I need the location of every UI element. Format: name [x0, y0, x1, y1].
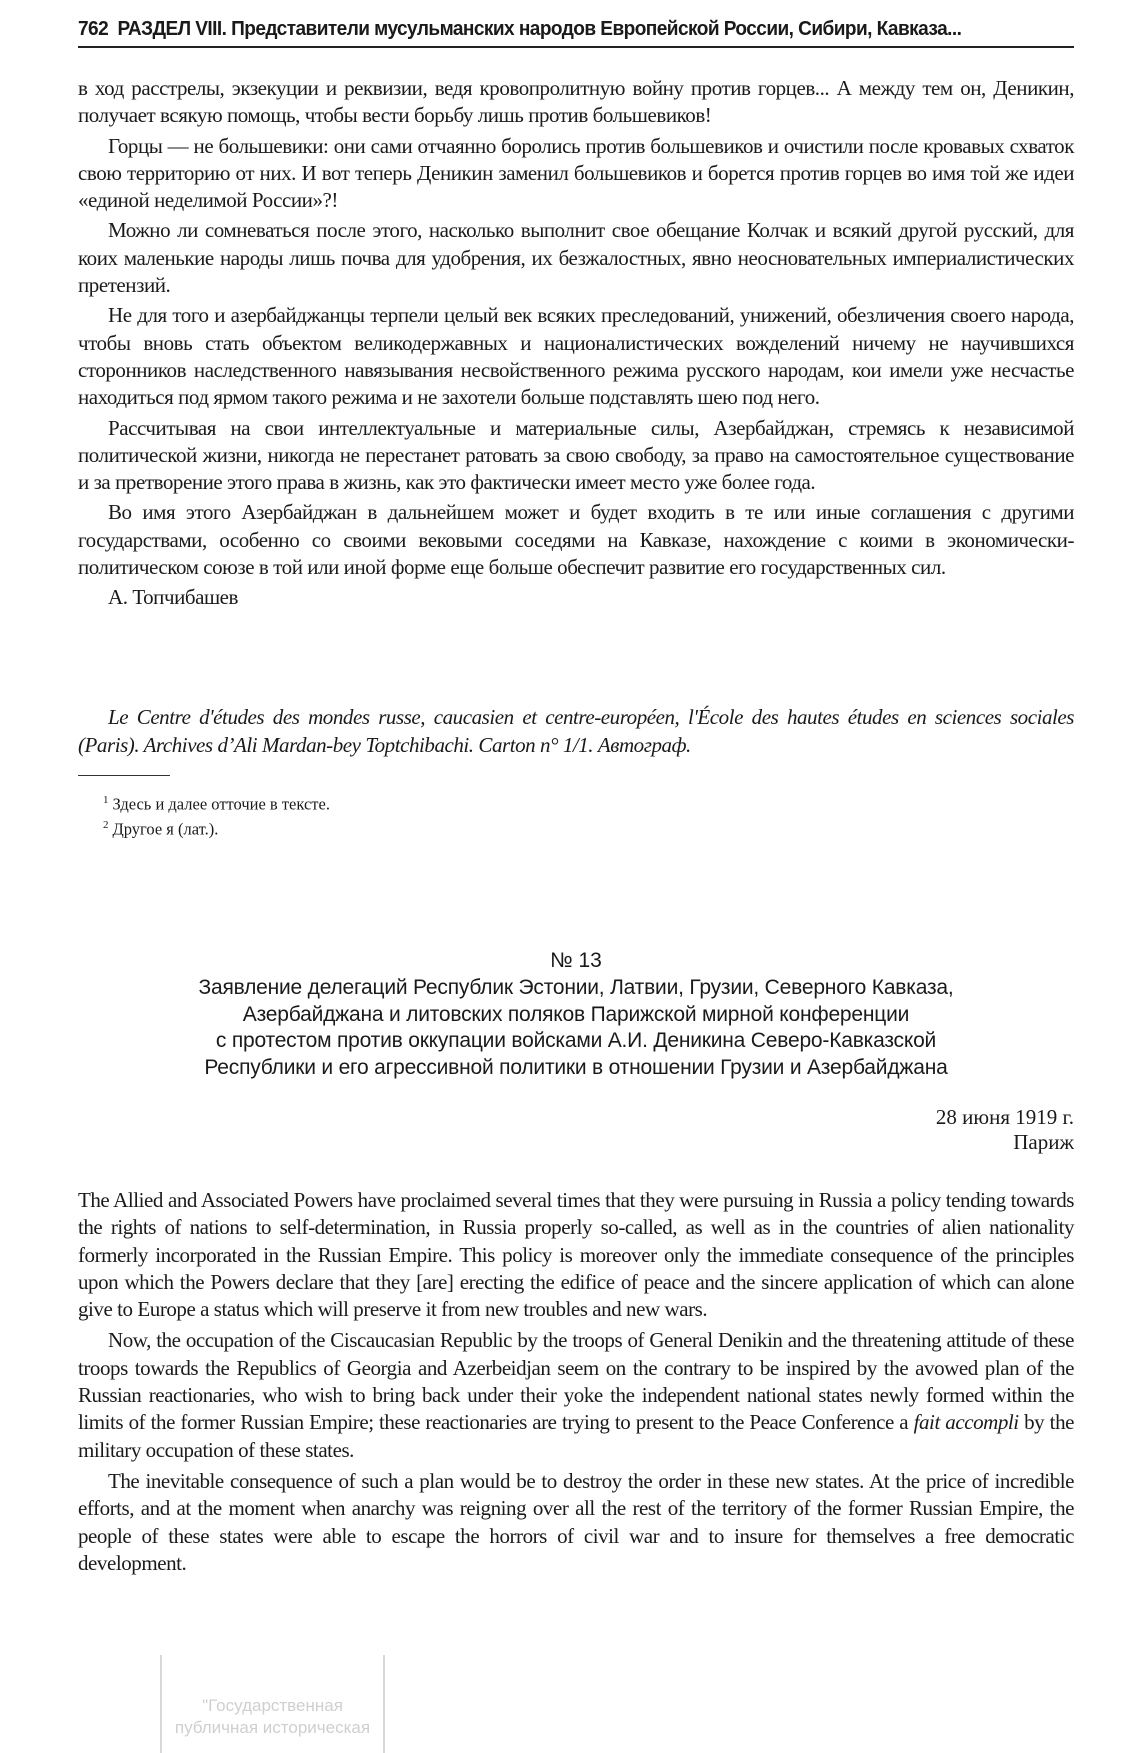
paragraph — [78, 1327, 1074, 1463]
text-run: Now, the occupation of the Ciscaucasian Republic by the troops of General Denikin and the threatening attitude of these troops towards the Republics of Georgia and Azerbeidjan seem on the contrary to be inspired by the avowed plan of the Russian reactionaries, who wish to bring back under their yoke the independent national states newly formed within the limits of the former Russian Empire; these reactionaries are trying to present to the Peace Conference a — [78, 1328, 1074, 1435]
paragraph: The inevitable consequence of such a plan would be to destroy the order in these new states. At the price of incredible efforts, and at the moment when anarchy was reigning over all the rest of the territory of the former Russian Empire, the people of these states were able to escape the horrors of civil war and to insure for themselves a free democratic development. — [78, 1468, 1074, 1575]
paragraph: Горцы — не большевики: они сами отчаянно боролись против большевиков и очистили после кровавых схваток свою территорию от них. И вот теперь Деникин заменил большевиков и борется против горцев во имя той же идеи «единой неделимой России»?! — [78, 133, 1074, 213]
footnotes — [103, 790, 330, 839]
document-place: Париж — [1013, 1130, 1074, 1154]
document-number: № 13 — [550, 949, 602, 972]
document-date: 28 июня 1919 г. — [935, 1105, 1074, 1129]
footnote-text: Здесь и далее отточие в тексте. — [112, 794, 330, 814]
stamp-line: "Государственная — [202, 1696, 343, 1715]
section-title: РАЗДЕЛ VIII. Представители мусульманских народов Европейской России, Сибири, Кавказа... — [117, 17, 962, 40]
signature: А. Топчибашев — [108, 585, 239, 610]
dateline — [936, 1105, 1074, 1155]
english-statement — [78, 1187, 1074, 1581]
stamp-line: публичная историческая — [174, 1718, 371, 1737]
page-number: 762 — [78, 17, 109, 40]
library-stamp — [160, 1655, 385, 1753]
paragraph: Можно ли сомневаться после этого, насколько выполнит свое обещание Колчак и всякий другой русский, для коих маленькие народы лишь почва для удобрения, их безжалостных, явно неосновательных империалистических претензий. — [78, 218, 1074, 298]
footnote-mark: 2 — [103, 818, 109, 831]
italic-phrase: fait accompli — [913, 1410, 1019, 1435]
title-line: Заявление делегаций Республик Эстонии, Латвии, Грузии, Северного Кавказа, — [198, 976, 954, 999]
archive-reference: Le Centre d'études des mondes russe, caucasien et centre-européen, l'École des hautes études en sciences sociales (Paris). Archives d’Ali Mardan-bey Toptchibachi. Carton n° 1/1. — [78, 705, 1074, 757]
footnote — [103, 790, 330, 815]
text-run: by the military occupation of these states. — [78, 1410, 1074, 1462]
archival-source — [78, 703, 1074, 759]
footnote-mark: 1 — [103, 794, 109, 806]
footnote-text: Другое я (лат.). — [112, 819, 219, 838]
running-head — [78, 16, 1004, 42]
paragraph: в ход расстрелы, экзекуции и реквизии, ведя кровопролитную войну против горцев... А между тем он, Деникин, получает всякую помощь, чтобы вести борьбу лишь против большевиков! — [78, 76, 1074, 128]
document-title — [78, 975, 1074, 1081]
paragraph: Во имя этого Азербайджан в дальнейшем может и будет входить в те или иные соглашения с другими государствами, особенно со своими вековыми соседями на Кавказе, нахождение с коими в экономически-политическом союзе в той или иной форме еще больше обеспечит развитие его государственных сил. — [78, 500, 1074, 580]
letter-body — [78, 75, 1074, 615]
footnote-rule — [78, 775, 170, 776]
title-line: с протестом против оккупации войсками А.И. Деникина Северо-Кавказской — [215, 1029, 937, 1052]
footnote — [103, 815, 330, 840]
header-rule — [78, 46, 1074, 48]
title-line: Азербайджана и литовских поляков Парижской мирной конференции — [242, 1002, 910, 1026]
title-line: Республики и его агрессивной политики в отношении Грузии и Азербайджана — [204, 1055, 948, 1079]
document-type-note: Автограф. — [597, 733, 691, 757]
paragraph: Не для того и азербайджанцы терпели целый век всяких преследований, унижений, обезличения своего народа, чтобы вновь стать объектом великодержавных и националистических вожделений ничему не научившихся сторонников наследственного навязывания несвойственного режима русского народам, кои имели уже несчастье находиться под ярмом такого режима и не захотели больше подставлять шею под него. — [78, 303, 1074, 410]
paragraph: Рассчитывая на свои интеллектуальные и материальные силы, Азербайджан, стремясь к независимой политической жизни, никогда не перестанет ратовать за свою свободу, за право на самостоятельное существование и за претворение этого права в жизнь, как это фактически имеет место уже более года. — [78, 415, 1074, 495]
paragraph: The Allied and Associated Powers have proclaimed several times that they were pursuing in Russia a policy tending towards the rights of nations to self-determination, in Russia properly so-called, as well as in the countries of alien nationality formerly incorporated in the Russian Empire. This policy is moreover only the immediate consequence of the principles upon which the Powers declare that they [are] erecting the edifice of peace and the sincere application of which can alone give to Europe a status which will preserve it from new troubles and new wars. — [78, 1188, 1074, 1322]
